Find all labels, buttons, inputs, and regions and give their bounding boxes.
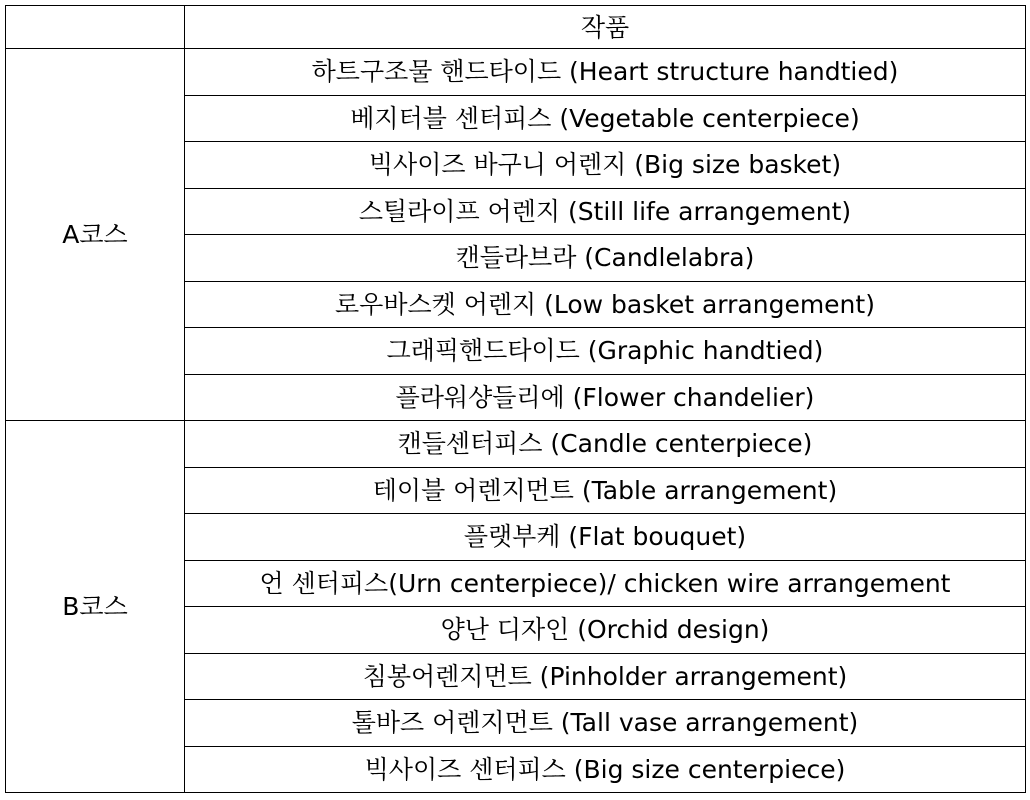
work-cell: 베지터블 센터피스 (Vegetable centerpiece) [185, 95, 1026, 142]
work-cell: 캔들센터피스 (Candle centerpiece) [185, 421, 1026, 468]
work-cell: 테이블 어렌지먼트 (Table arrangement) [185, 467, 1026, 514]
table-row [6, 421, 1026, 468]
table-header-row [6, 6, 1026, 49]
header-work-cell: 작품 [185, 6, 1026, 49]
work-cell: 언 센터피스(Urn centerpiece)/ chicken wire arrangement [185, 560, 1026, 607]
course-works-table [5, 5, 1026, 793]
work-cell: 스틸라이프 어렌지 (Still life arrangement) [185, 188, 1026, 235]
header-course-cell [6, 6, 185, 49]
work-cell: 플라워샹들리에 (Flower chandelier) [185, 374, 1026, 421]
work-cell: 빅사이즈 바구니 어렌지 (Big size basket) [185, 142, 1026, 189]
work-cell: 로우바스켓 어렌지 (Low basket arrangement) [185, 281, 1026, 328]
work-cell: 양난 디자인 (Orchid design) [185, 607, 1026, 654]
work-cell: 하트구조물 핸드타이드 (Heart structure handtied) [185, 49, 1026, 96]
course-a-cell: A코스 [6, 49, 185, 421]
work-cell: 침봉어렌지먼트 (Pinholder arrangement) [185, 653, 1026, 700]
work-cell: 빅사이즈 센터피스 (Big size centerpiece) [185, 746, 1026, 793]
work-cell: 플랫부케 (Flat bouquet) [185, 514, 1026, 561]
course-b-cell: B코스 [6, 421, 185, 793]
work-cell: 그래픽핸드타이드 (Graphic handtied) [185, 328, 1026, 375]
table-row [6, 49, 1026, 96]
work-cell: 캔들라브라 (Candlelabra) [185, 235, 1026, 282]
work-cell: 톨바즈 어렌지먼트 (Tall vase arrangement) [185, 700, 1026, 747]
